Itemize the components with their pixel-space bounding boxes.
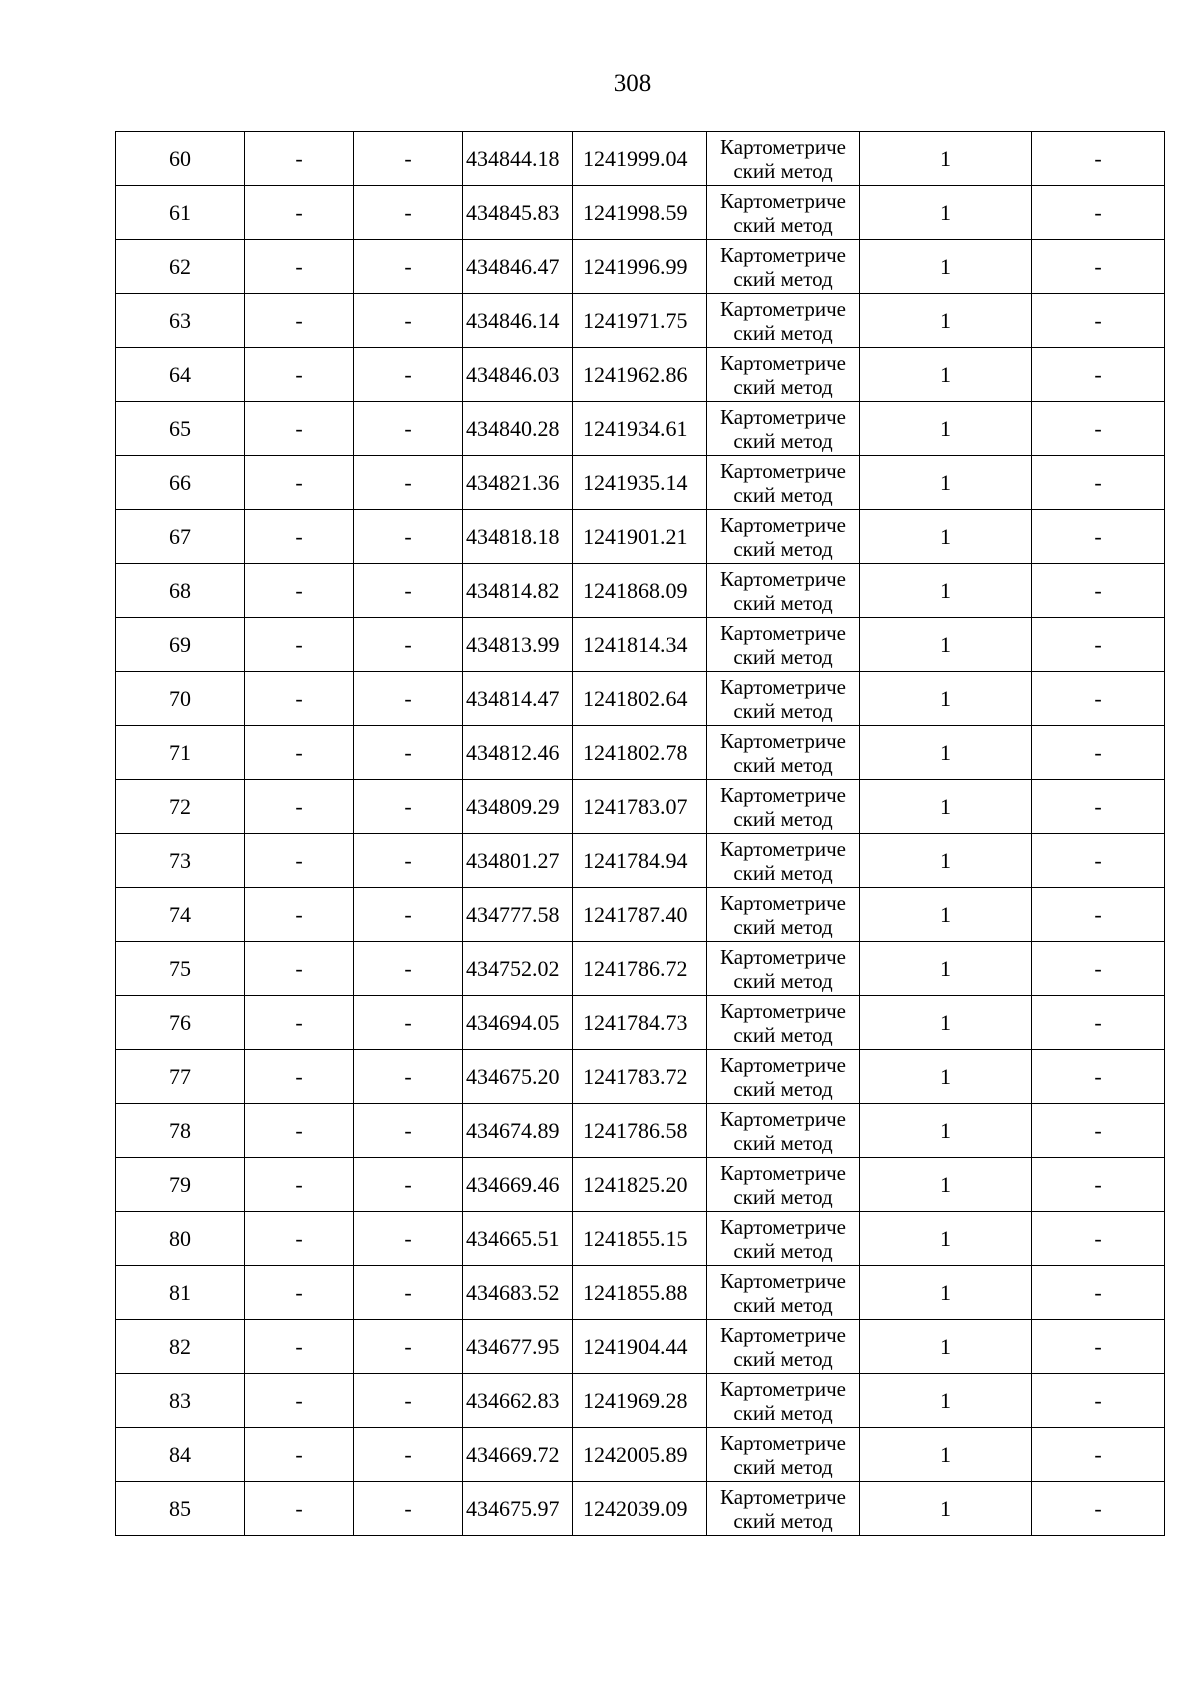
x-coordinate-cell: 434845.83 [463,186,573,240]
method-line-2: ский метод [733,644,833,669]
dash-cell: - [245,672,354,726]
y-coordinate-cell: 1241962.86 [573,348,707,402]
dash-cell: - [1032,1428,1165,1482]
dash-cell: - [245,402,354,456]
table-row [116,618,1165,672]
table-row [116,1482,1165,1536]
point-number-cell: 72 [116,780,245,834]
dash-cell: - [1032,672,1165,726]
method-line-2: ский метод [733,698,833,723]
x-coordinate-cell: 434665.51 [463,1212,573,1266]
dash-cell: - [354,1104,463,1158]
accuracy-cell: 1 [860,348,1032,402]
dash-cell: - [354,780,463,834]
dash-cell: - [1032,510,1165,564]
x-coordinate-cell: 434814.47 [463,672,573,726]
dash-cell: - [354,132,463,186]
method-line-1: Картометриче [720,620,846,645]
y-coordinate-cell: 1241786.72 [573,942,707,996]
accuracy-cell: 1 [860,456,1032,510]
method-cell [707,834,860,888]
table-row [116,780,1165,834]
method-cell [707,294,860,348]
point-number-cell: 81 [116,1266,245,1320]
method-line-2: ский метод [733,752,833,777]
y-coordinate-cell: 1241784.73 [573,996,707,1050]
point-number-cell: 80 [116,1212,245,1266]
method-line-2: ский метод [733,158,833,183]
method-line-2: ский метод [733,1076,833,1101]
method-line-2: ский метод [733,914,833,939]
method-line-2: ский метод [733,1400,833,1425]
method-cell [707,996,860,1050]
table-row [116,510,1165,564]
dash-cell: - [354,1374,463,1428]
table-row [116,1428,1165,1482]
y-coordinate-cell: 1241996.99 [573,240,707,294]
point-number-cell: 83 [116,1374,245,1428]
method-line-1: Картометриче [720,134,846,159]
dash-cell: - [245,996,354,1050]
point-number-cell: 66 [116,456,245,510]
y-coordinate-cell: 1241802.78 [573,726,707,780]
accuracy-cell: 1 [860,726,1032,780]
dash-cell: - [245,1266,354,1320]
dash-cell: - [245,1212,354,1266]
point-number-cell: 69 [116,618,245,672]
y-coordinate-cell: 1241783.72 [573,1050,707,1104]
dash-cell: - [245,240,354,294]
y-coordinate-cell: 1241855.88 [573,1266,707,1320]
y-coordinate-cell: 1241814.34 [573,618,707,672]
dash-cell: - [354,996,463,1050]
x-coordinate-cell: 434818.18 [463,510,573,564]
dash-cell: - [354,1266,463,1320]
x-coordinate-cell: 434821.36 [463,456,573,510]
method-line-2: ский метод [733,1022,833,1047]
dash-cell: - [354,726,463,780]
method-line-1: Картометриче [720,188,846,213]
dash-cell: - [1032,1104,1165,1158]
method-line-1: Картометриче [720,782,846,807]
method-cell [707,1374,860,1428]
method-cell [707,132,860,186]
dash-cell: - [245,888,354,942]
point-number-cell: 61 [116,186,245,240]
table-row [116,564,1165,618]
dash-cell: - [1032,618,1165,672]
accuracy-cell: 1 [860,1104,1032,1158]
dash-cell: - [245,1050,354,1104]
point-number-cell: 65 [116,402,245,456]
dash-cell: - [245,1482,354,1536]
method-line-2: ский метод [733,1130,833,1155]
y-coordinate-cell: 1241969.28 [573,1374,707,1428]
table-row [116,456,1165,510]
method-cell [707,1050,860,1104]
dash-cell: - [1032,1050,1165,1104]
dash-cell: - [1032,1212,1165,1266]
method-cell [707,1320,860,1374]
dash-cell: - [354,1482,463,1536]
method-line-1: Картометриче [720,944,846,969]
accuracy-cell: 1 [860,132,1032,186]
dash-cell: - [1032,780,1165,834]
point-number-cell: 60 [116,132,245,186]
y-coordinate-cell: 1242005.89 [573,1428,707,1482]
dash-cell: - [354,564,463,618]
dash-cell: - [1032,402,1165,456]
method-cell [707,1266,860,1320]
accuracy-cell: 1 [860,1266,1032,1320]
method-line-1: Картометриче [720,1376,846,1401]
method-line-2: ский метод [733,968,833,993]
dash-cell: - [354,402,463,456]
method-line-1: Картометриче [720,1106,846,1131]
x-coordinate-cell: 434675.20 [463,1050,573,1104]
method-line-2: ский метод [733,1454,833,1479]
method-line-1: Картометриче [720,296,846,321]
table-row [116,1158,1165,1212]
y-coordinate-cell: 1241783.07 [573,780,707,834]
point-number-cell: 67 [116,510,245,564]
point-number-cell: 71 [116,726,245,780]
dash-cell: - [354,1050,463,1104]
dash-cell: - [354,348,463,402]
dash-cell: - [1032,996,1165,1050]
method-line-1: Картометриче [720,512,846,537]
method-line-2: ский метод [733,320,833,345]
y-coordinate-cell: 1241934.61 [573,402,707,456]
table-row [116,672,1165,726]
dash-cell: - [245,942,354,996]
dash-cell: - [354,294,463,348]
table-row [116,996,1165,1050]
x-coordinate-cell: 434662.83 [463,1374,573,1428]
accuracy-cell: 1 [860,1320,1032,1374]
accuracy-cell: 1 [860,240,1032,294]
dash-cell: - [354,1428,463,1482]
point-number-cell: 63 [116,294,245,348]
method-line-1: Картометриче [720,1322,846,1347]
table-row [116,1320,1165,1374]
table-row [116,726,1165,780]
method-line-1: Картометриче [720,674,846,699]
dash-cell: - [245,1104,354,1158]
table-row [116,834,1165,888]
accuracy-cell: 1 [860,402,1032,456]
dash-cell: - [1032,1266,1165,1320]
method-line-1: Картометриче [720,350,846,375]
method-line-2: ский метод [733,266,833,291]
table-row [116,402,1165,456]
accuracy-cell: 1 [860,564,1032,618]
dash-cell: - [354,186,463,240]
point-number-cell: 76 [116,996,245,1050]
dash-cell: - [1032,456,1165,510]
method-line-2: ский метод [733,374,833,399]
dash-cell: - [1032,942,1165,996]
point-number-cell: 82 [116,1320,245,1374]
accuracy-cell: 1 [860,1374,1032,1428]
dash-cell: - [245,1320,354,1374]
method-line-1: Картометриче [720,836,846,861]
y-coordinate-cell: 1241787.40 [573,888,707,942]
point-number-cell: 78 [116,1104,245,1158]
y-coordinate-cell: 1241998.59 [573,186,707,240]
method-line-1: Картометриче [720,1268,846,1293]
x-coordinate-cell: 434777.58 [463,888,573,942]
x-coordinate-cell: 434809.29 [463,780,573,834]
point-number-cell: 64 [116,348,245,402]
method-line-1: Картометриче [720,890,846,915]
method-line-2: ский метод [733,806,833,831]
dash-cell: - [1032,1374,1165,1428]
method-line-2: ский метод [733,860,833,885]
dash-cell: - [354,834,463,888]
point-number-cell: 68 [116,564,245,618]
y-coordinate-cell: 1242039.09 [573,1482,707,1536]
dash-cell: - [1032,186,1165,240]
dash-cell: - [1032,834,1165,888]
dash-cell: - [354,1212,463,1266]
method-cell [707,942,860,996]
accuracy-cell: 1 [860,510,1032,564]
dash-cell: - [1032,888,1165,942]
x-coordinate-cell: 434846.14 [463,294,573,348]
dash-cell: - [1032,1482,1165,1536]
y-coordinate-cell: 1241971.75 [573,294,707,348]
method-line-1: Картометриче [720,998,846,1023]
x-coordinate-cell: 434801.27 [463,834,573,888]
accuracy-cell: 1 [860,1482,1032,1536]
method-line-1: Картометриче [720,728,846,753]
dash-cell: - [1032,240,1165,294]
point-number-cell: 75 [116,942,245,996]
point-number-cell: 70 [116,672,245,726]
accuracy-cell: 1 [860,888,1032,942]
x-coordinate-cell: 434840.28 [463,402,573,456]
dash-cell: - [245,186,354,240]
dash-cell: - [245,618,354,672]
y-coordinate-cell: 1241999.04 [573,132,707,186]
dash-cell: - [245,132,354,186]
method-line-1: Картометриче [720,1052,846,1077]
method-line-1: Картометриче [720,458,846,483]
dash-cell: - [354,240,463,294]
method-line-2: ский метод [733,212,833,237]
method-cell [707,672,860,726]
method-line-2: ский метод [733,428,833,453]
x-coordinate-cell: 434844.18 [463,132,573,186]
method-line-1: Картометриче [720,242,846,267]
method-cell [707,1428,860,1482]
point-number-cell: 84 [116,1428,245,1482]
table-row [116,132,1165,186]
dash-cell: - [354,618,463,672]
table-row [116,1266,1165,1320]
x-coordinate-cell: 434813.99 [463,618,573,672]
dash-cell: - [354,1320,463,1374]
x-coordinate-cell: 434694.05 [463,996,573,1050]
x-coordinate-cell: 434677.95 [463,1320,573,1374]
method-cell [707,456,860,510]
accuracy-cell: 1 [860,834,1032,888]
method-cell [707,1104,860,1158]
table-body [116,132,1165,1536]
method-line-2: ский метод [733,536,833,561]
dash-cell: - [1032,1320,1165,1374]
method-cell [707,564,860,618]
method-cell [707,240,860,294]
dash-cell: - [245,294,354,348]
dash-cell: - [245,834,354,888]
method-cell [707,186,860,240]
method-cell [707,402,860,456]
point-number-cell: 73 [116,834,245,888]
method-line-2: ский метод [733,1346,833,1371]
method-line-2: ский метод [733,1292,833,1317]
x-coordinate-cell: 434674.89 [463,1104,573,1158]
table-row [116,1212,1165,1266]
y-coordinate-cell: 1241868.09 [573,564,707,618]
x-coordinate-cell: 434846.03 [463,348,573,402]
point-number-cell: 74 [116,888,245,942]
method-cell [707,1158,860,1212]
accuracy-cell: 1 [860,942,1032,996]
dash-cell: - [1032,294,1165,348]
accuracy-cell: 1 [860,780,1032,834]
x-coordinate-cell: 434669.46 [463,1158,573,1212]
method-cell [707,510,860,564]
table-row [116,348,1165,402]
method-line-2: ский метод [733,1184,833,1209]
x-coordinate-cell: 434669.72 [463,1428,573,1482]
y-coordinate-cell: 1241855.15 [573,1212,707,1266]
point-number-cell: 62 [116,240,245,294]
table-row [116,888,1165,942]
x-coordinate-cell: 434812.46 [463,726,573,780]
accuracy-cell: 1 [860,1428,1032,1482]
page-number: 308 [613,70,652,97]
x-coordinate-cell: 434752.02 [463,942,573,996]
method-cell [707,618,860,672]
accuracy-cell: 1 [860,672,1032,726]
dash-cell: - [354,456,463,510]
table-row [116,1104,1165,1158]
table-row [116,186,1165,240]
dash-cell: - [1032,726,1165,780]
table-row [116,1374,1165,1428]
point-number-cell: 77 [116,1050,245,1104]
dash-cell: - [1032,348,1165,402]
dash-cell: - [245,564,354,618]
dash-cell: - [354,1158,463,1212]
dash-cell: - [1032,132,1165,186]
method-line-1: Картометриче [720,404,846,429]
accuracy-cell: 1 [860,996,1032,1050]
table-row [116,942,1165,996]
table-row [116,1050,1165,1104]
method-line-1: Картометриче [720,1214,846,1239]
method-cell [707,348,860,402]
dash-cell: - [245,1428,354,1482]
x-coordinate-cell: 434675.97 [463,1482,573,1536]
y-coordinate-cell: 1241935.14 [573,456,707,510]
accuracy-cell: 1 [860,1212,1032,1266]
method-line-1: Картометриче [720,566,846,591]
dash-cell: - [245,780,354,834]
y-coordinate-cell: 1241904.44 [573,1320,707,1374]
method-cell [707,1212,860,1266]
y-coordinate-cell: 1241802.64 [573,672,707,726]
accuracy-cell: 1 [860,1050,1032,1104]
point-number-cell: 85 [116,1482,245,1536]
method-line-1: Картометриче [720,1160,846,1185]
dash-cell: - [245,1374,354,1428]
method-line-2: ский метод [733,1238,833,1263]
dash-cell: - [354,942,463,996]
accuracy-cell: 1 [860,1158,1032,1212]
dash-cell: - [1032,564,1165,618]
method-line-2: ский метод [733,1508,833,1533]
dash-cell: - [245,726,354,780]
accuracy-cell: 1 [860,294,1032,348]
accuracy-cell: 1 [860,186,1032,240]
y-coordinate-cell: 1241786.58 [573,1104,707,1158]
method-line-2: ский метод [733,482,833,507]
method-line-2: ский метод [733,590,833,615]
x-coordinate-cell: 434683.52 [463,1266,573,1320]
dash-cell: - [354,888,463,942]
dash-cell: - [245,456,354,510]
method-cell [707,780,860,834]
accuracy-cell: 1 [860,618,1032,672]
x-coordinate-cell: 434814.82 [463,564,573,618]
method-line-1: Картометриче [720,1430,846,1455]
dash-cell: - [245,510,354,564]
y-coordinate-cell: 1241825.20 [573,1158,707,1212]
dash-cell: - [354,672,463,726]
dash-cell: - [245,1158,354,1212]
y-coordinate-cell: 1241901.21 [573,510,707,564]
y-coordinate-cell: 1241784.94 [573,834,707,888]
method-line-1: Картометриче [720,1484,846,1509]
table-row [116,294,1165,348]
dash-cell: - [245,348,354,402]
dash-cell: - [1032,1158,1165,1212]
dash-cell: - [354,510,463,564]
point-number-cell: 79 [116,1158,245,1212]
table-row [116,240,1165,294]
x-coordinate-cell: 434846.47 [463,240,573,294]
method-cell [707,726,860,780]
method-cell [707,1482,860,1536]
method-cell [707,888,860,942]
coordinates-table [115,131,1165,1536]
